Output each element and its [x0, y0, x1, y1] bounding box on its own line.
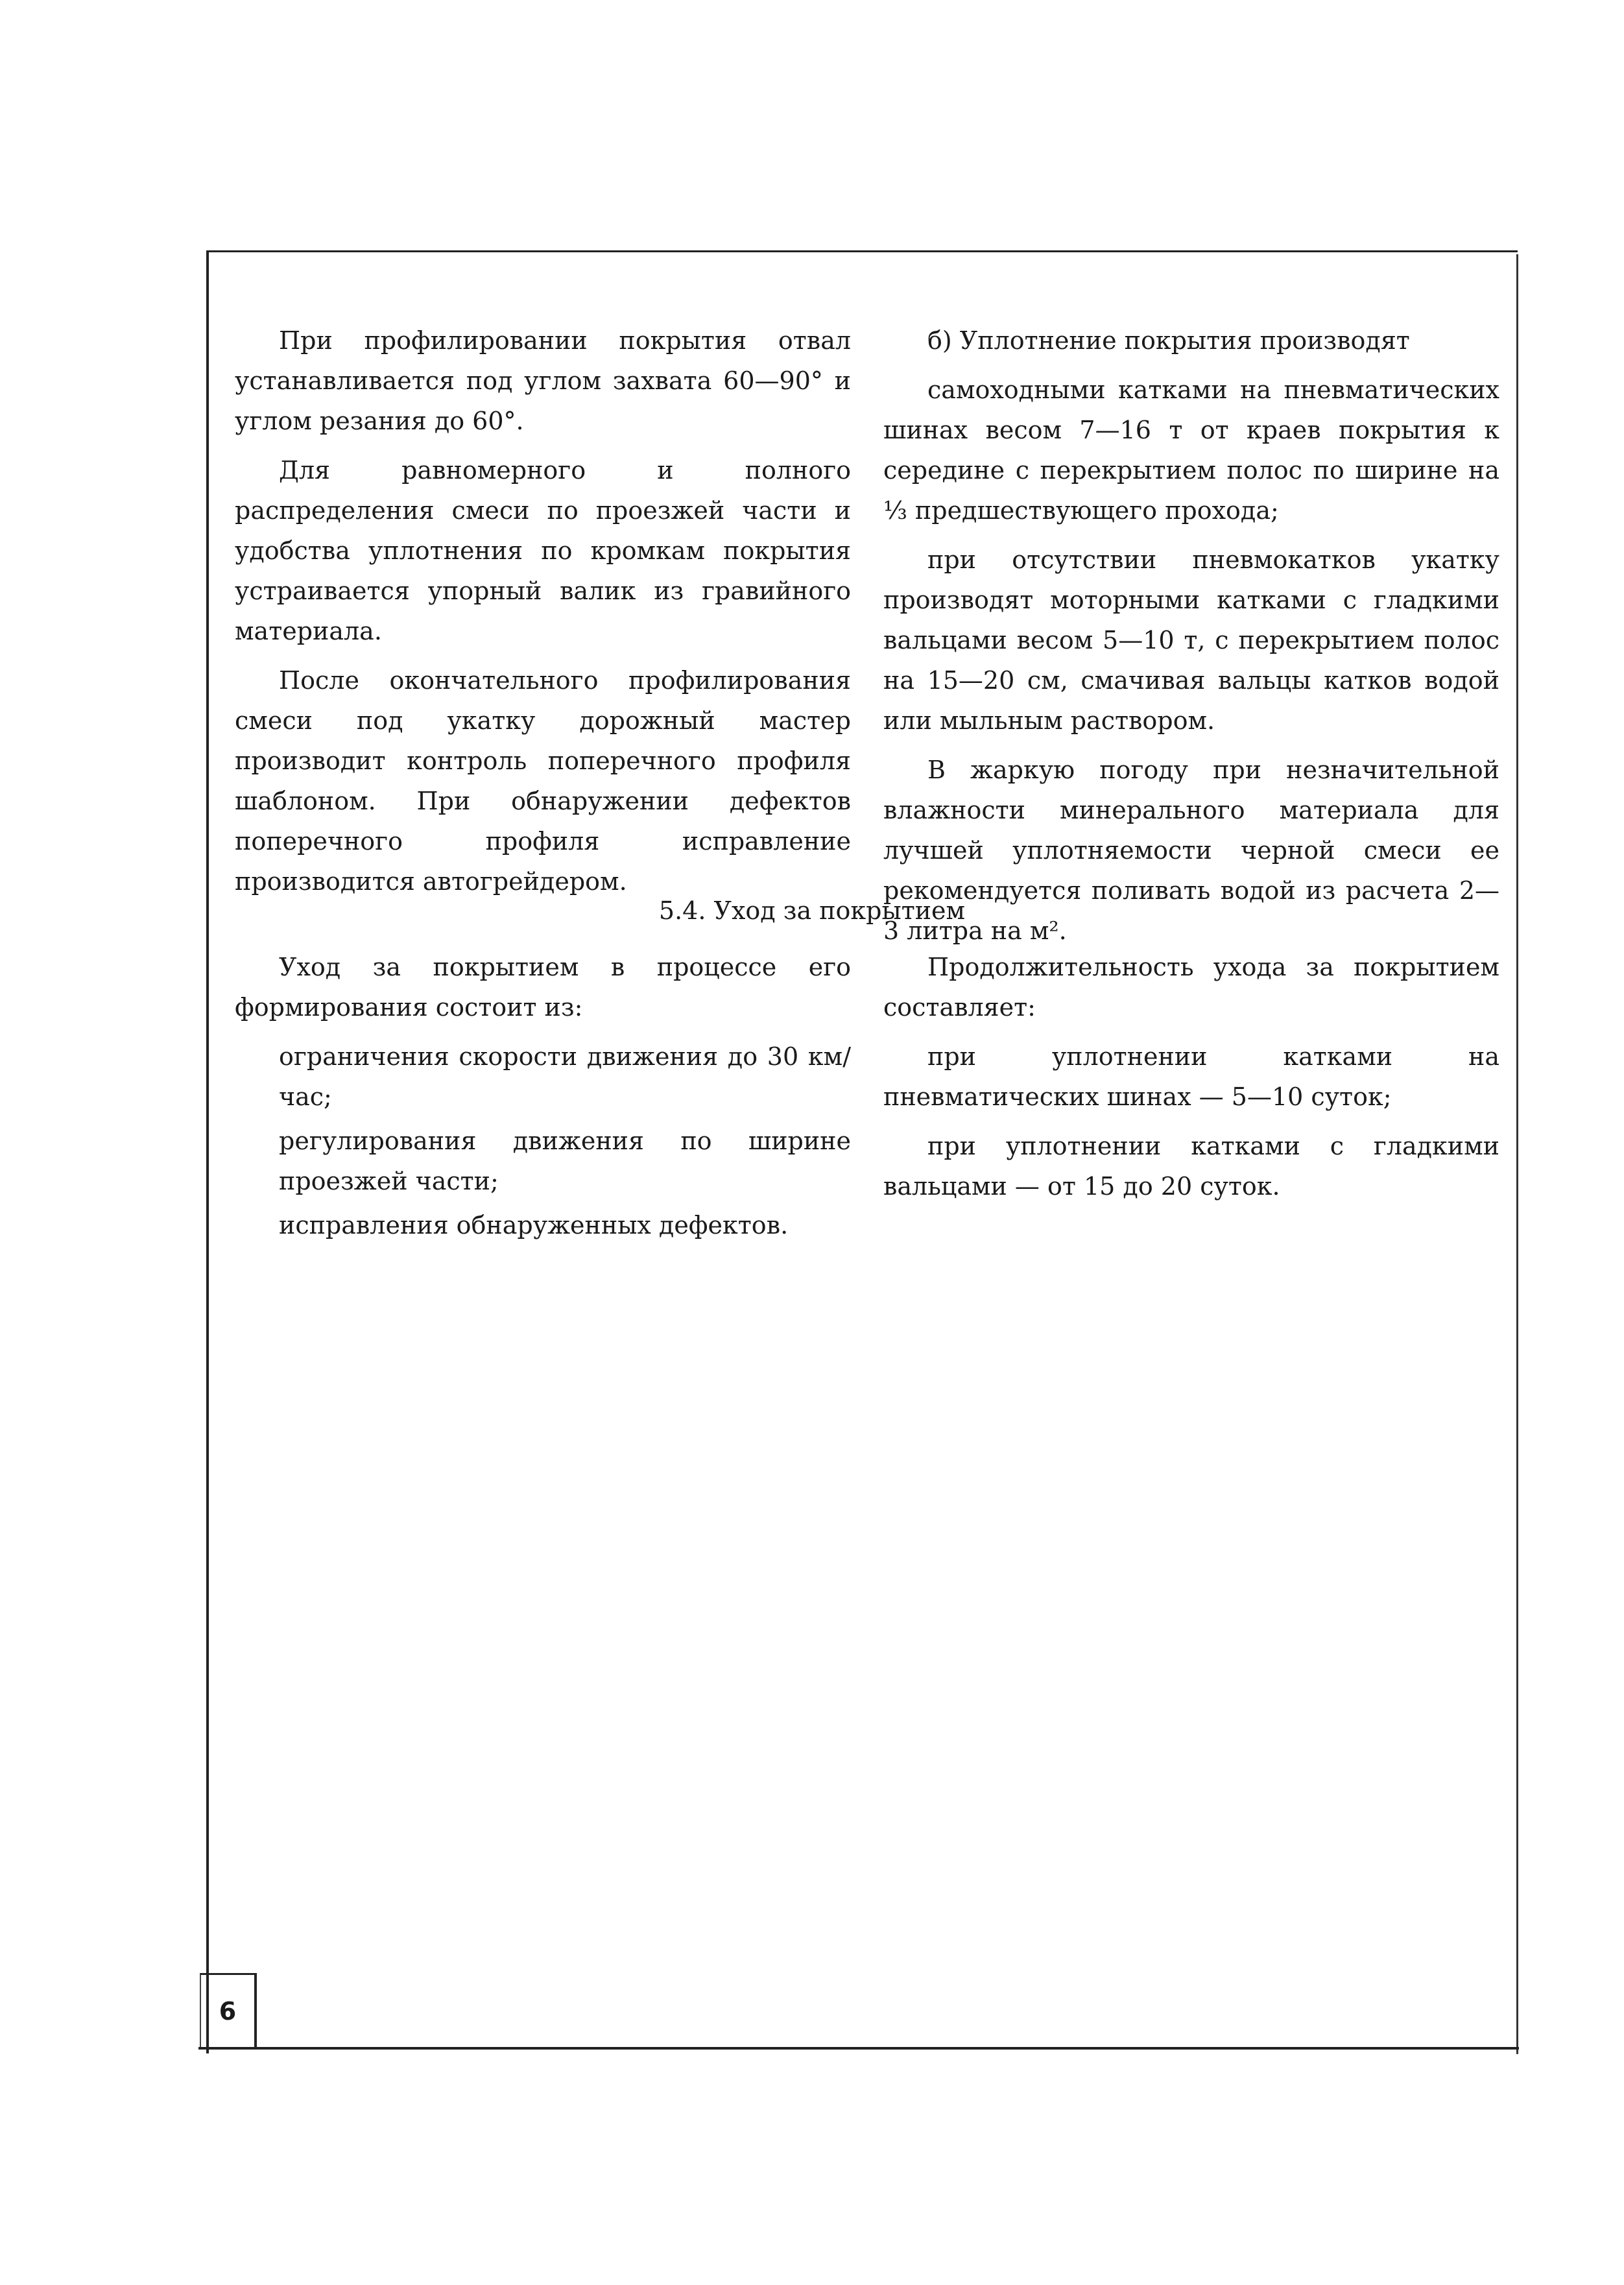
paragraph: б) Уплотнение покрытия производят — [927, 326, 1410, 355]
section-1-right-column — [883, 320, 1499, 960]
paragraph: Для равномерного и полного распределения смеси по проезжей части и удобства уплотнения по кромкам покрытия устраивается упорный валик из гравийного материала. — [235, 456, 851, 645]
paragraph: при уплотнении катками на пневматических шинах — 5—10 суток; — [883, 1042, 1499, 1111]
paragraph: самоходными катками на пневматических шинах весом 7—16 т от краев покрытия к середине с перекрытием полос по ширине на ⅓ предшествующего прохода; — [883, 376, 1499, 525]
page-frame-right — [1516, 254, 1518, 2054]
paragraph: После окончательного профилирования смеси под укатку дорожный мастер производит контроль поперечного профиля шаблоном. При обнаружении дефектов поперечного профиля исправление производится автогрейдером. — [235, 666, 851, 896]
paragraph: Продолжительность ухода за покрытием составляет: — [883, 953, 1499, 1022]
page-frame-left — [206, 250, 209, 2053]
page-frame-top — [208, 250, 1518, 252]
paragraph: В жаркую погоду при незначительной влажности минерального материала для лучшей уплотняемости черной смеси ее рекомендуется поливать водой из расчета 2—3 литра на м². — [883, 756, 1499, 945]
paragraph: при отсутствии пневмокатков укатку производят моторными катками с гладкими вальцами весом 5—10 т, с перекрытием полос на 15—20 см, смачивая вальцы катков водой или мыльным раствором. — [883, 545, 1499, 735]
list-item: ограничения скорости движения до 30 км/час; — [279, 1042, 851, 1111]
page-number: 6 — [200, 1973, 257, 2047]
page-frame-bottom — [198, 2047, 1519, 2050]
list-item: исправления обнаруженных дефектов. — [279, 1211, 789, 1239]
paragraph: При профилировании покрытия отвал устанавливается под углом захвата 60—90° и углом резания до 60°. — [235, 326, 851, 435]
paragraph: при уплотнении катками с гладкими вальцами — от 15 до 20 суток. — [883, 1132, 1499, 1201]
list-item: регулирования движения по ширине проезжей части; — [279, 1127, 851, 1195]
section-1-left-column — [235, 320, 851, 911]
section-2-left-column — [235, 947, 851, 1249]
section-heading: 5.4. Уход за покрытием — [658, 896, 966, 925]
paragraph: Уход за покрытием в процессе его формирования состоит из: — [235, 953, 851, 1022]
section-2-right-column — [883, 947, 1499, 1215]
